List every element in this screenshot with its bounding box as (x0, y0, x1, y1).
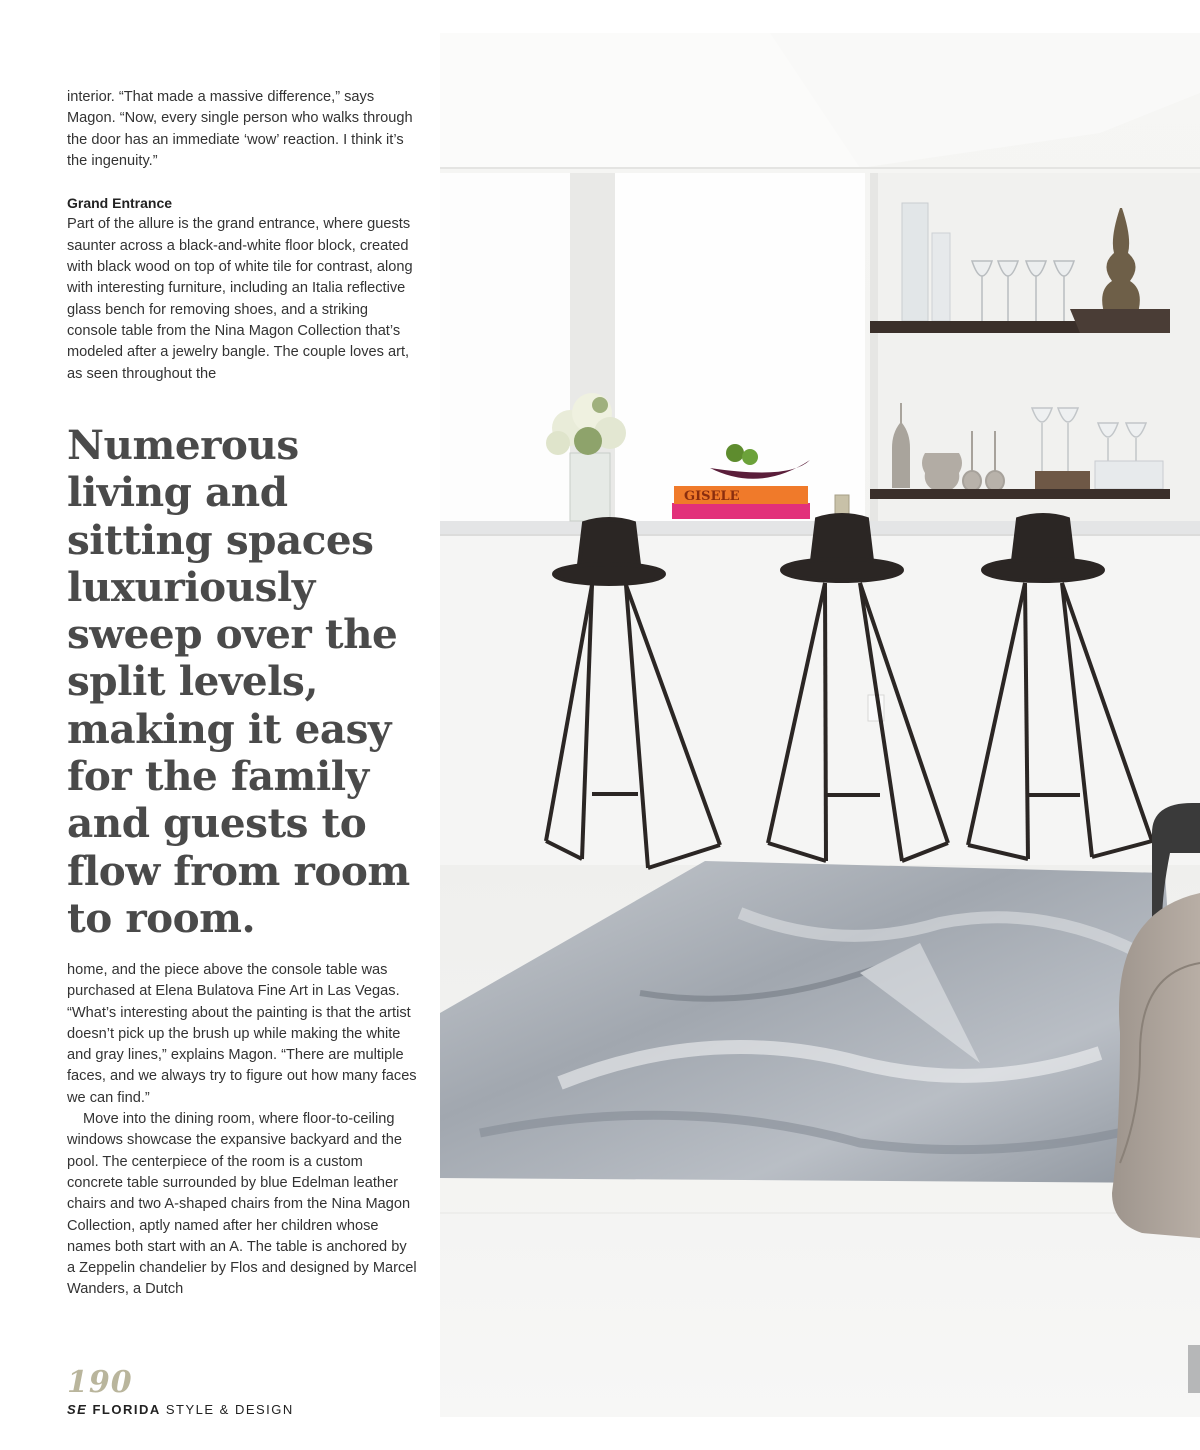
bar-stools-scene (440, 33, 1200, 1417)
paragraph-entrance: Part of the allure is the grand entrance, where guests saunter across a black-and-white floor block, created with black wood on top of white tile for contrast, along with interesting furniture, including an Italia reflective glass bench for removing shoes, and a striking console table from the Nina Magon Collection that’s modeled after a jewelry bangle. The couple loves art, as seen throughout the (67, 216, 413, 382)
book-spine-title: GISELE (684, 489, 740, 504)
magazine-name (67, 1402, 294, 1417)
article-column-bottom (67, 960, 417, 1301)
woven-box (1035, 471, 1090, 489)
magazine-se: SE (67, 1402, 88, 1417)
green-apples (726, 444, 744, 462)
paragraph-intro: interior. “That made a massive difference,” says Magon. “Now, every single person who walks through the door has an immediate ‘wow’ reaction. I think it’s the ingenuity.” (67, 89, 413, 169)
lower-shelf (870, 489, 1170, 499)
interior-photo (440, 33, 1200, 1417)
paragraph-dining: Move into the dining room, where floor-to-ceiling windows showcase the expansive backyard and the pool. The centerpiece of the room is a custom concrete table surrounded by blue Edelman leather chairs and two A-shaped chairs from the Nina Magon Collection, aptly named after her children whose names both start with an A. The table is anchored by a Zeppelin chandelier by Flos and designed by Marcel Wanders, a Dutch (67, 1111, 417, 1298)
window (440, 173, 570, 533)
glass-carafe (902, 203, 928, 321)
magazine-florida: FLORIDA (92, 1402, 161, 1417)
magazine-style-design: STYLE & DESIGN (165, 1402, 294, 1417)
silver-pitcher (922, 453, 962, 491)
article-column-top (67, 87, 417, 385)
subheading-grand-entrance: Grand Entrance (67, 195, 173, 212)
paragraph-home: home, and the piece above the console table was purchased at Elena Bulatova Fine Art in Las Vegas. “What’s interesting about the painting is that the artist doesn’t pick up the brush up while making the white and gray lines,” explains Magon. “There are multiple faces, and we always try to figure out how many faces we can find.” (67, 962, 417, 1106)
page-number: 190 (67, 1365, 133, 1400)
pull-quote: Numerous living and sitting spaces luxuriously sweep over the split levels, making it easy for the family and guests to flow from room to room. (67, 421, 410, 942)
book-stack (672, 486, 810, 519)
